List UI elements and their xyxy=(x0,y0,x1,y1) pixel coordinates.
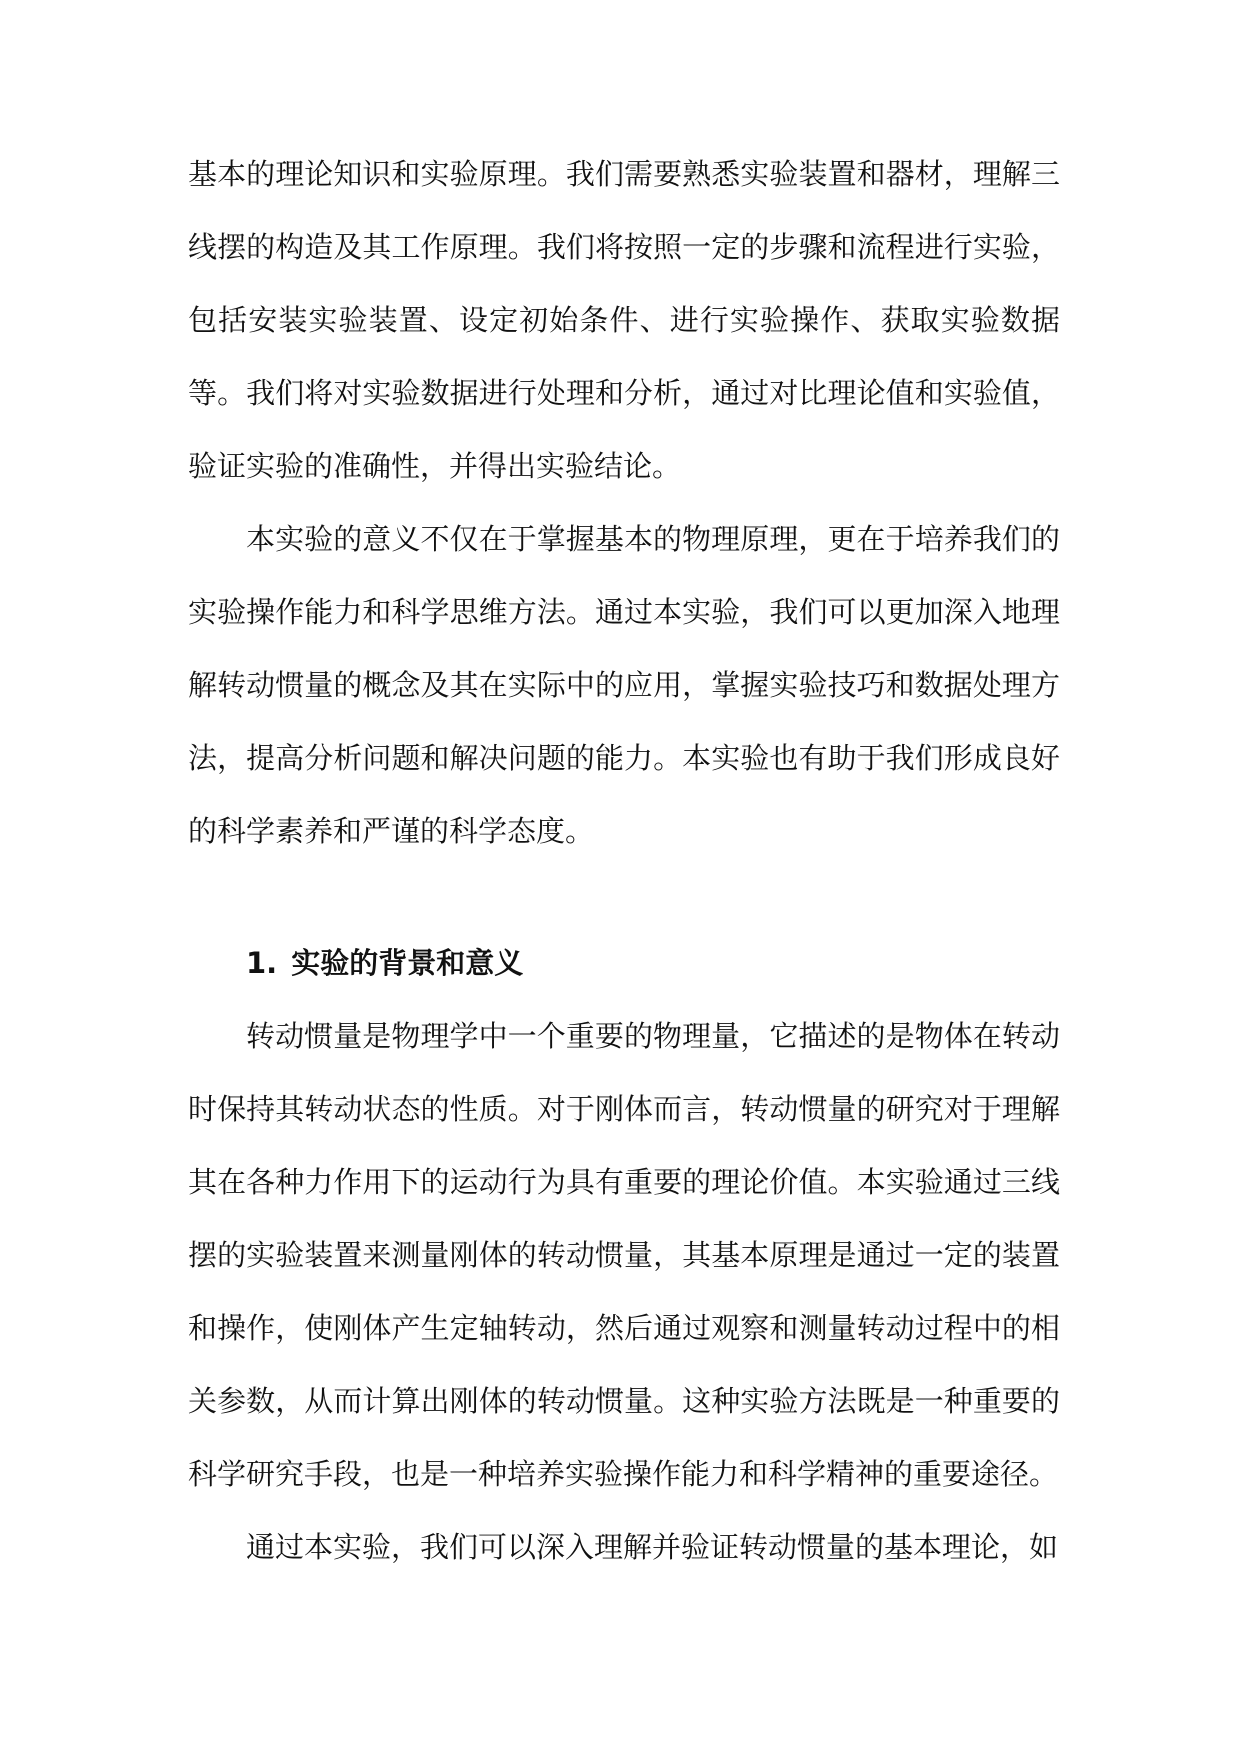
paragraph-continued: 基本的理论知识和实验原理。我们需要熟悉实验装置和器材，理解三线摆的构造及其工作原理。我们将按照一定的步骤和流程进行实验，包括安装实验装置、设定初始条件、进行实验操作、获取实验数据等。我们将对实验数据进行处理和分析，通过对比理论值和实验值，验证实验的准确性，并得出实验结论。 xyxy=(188,157,1060,483)
paragraph-significance: 本实验的意义不仅在于掌握基本的物理原理，更在于培养我们的实验操作能力和科学思维方法。通过本实验，我们可以更加深入地理解转动惯量的概念及其在实际中的应用，掌握实验技巧和数据处理方法，提高分析问题和解决问题的能力。本实验也有助于我们形成良好的科学素养和严谨的科学态度。 xyxy=(188,522,1060,848)
section-heading xyxy=(246,927,523,1000)
section-number: 1. xyxy=(246,946,278,980)
body-text-lower xyxy=(188,1000,1060,1584)
paragraph-continuation: 通过本实验，我们可以深入理解并验证转动惯量的基本理论，如 xyxy=(246,1530,1059,1564)
body-text-upper xyxy=(188,138,1060,868)
paragraph-background: 转动惯量是物理学中一个重要的物理量，它描述的是物体在转动时保持其转动状态的性质。对于刚体而言，转动惯量的研究对于理解其在各种力作用下的运动行为具有重要的理论价值。本实验通过三线摆的实验装置来测量刚体的转动惯量，其基本原理是通过一定的装置和操作，使刚体产生定轴转动，然后通过观察和测量转动过程中的相关参数，从而计算出刚体的转动惯量。这种实验方法既是一种重要的科学研究手段，也是一种培养实验操作能力和科学精神的重要途径。 xyxy=(188,1019,1060,1491)
section-title: 实验的背景和意义 xyxy=(291,946,524,980)
